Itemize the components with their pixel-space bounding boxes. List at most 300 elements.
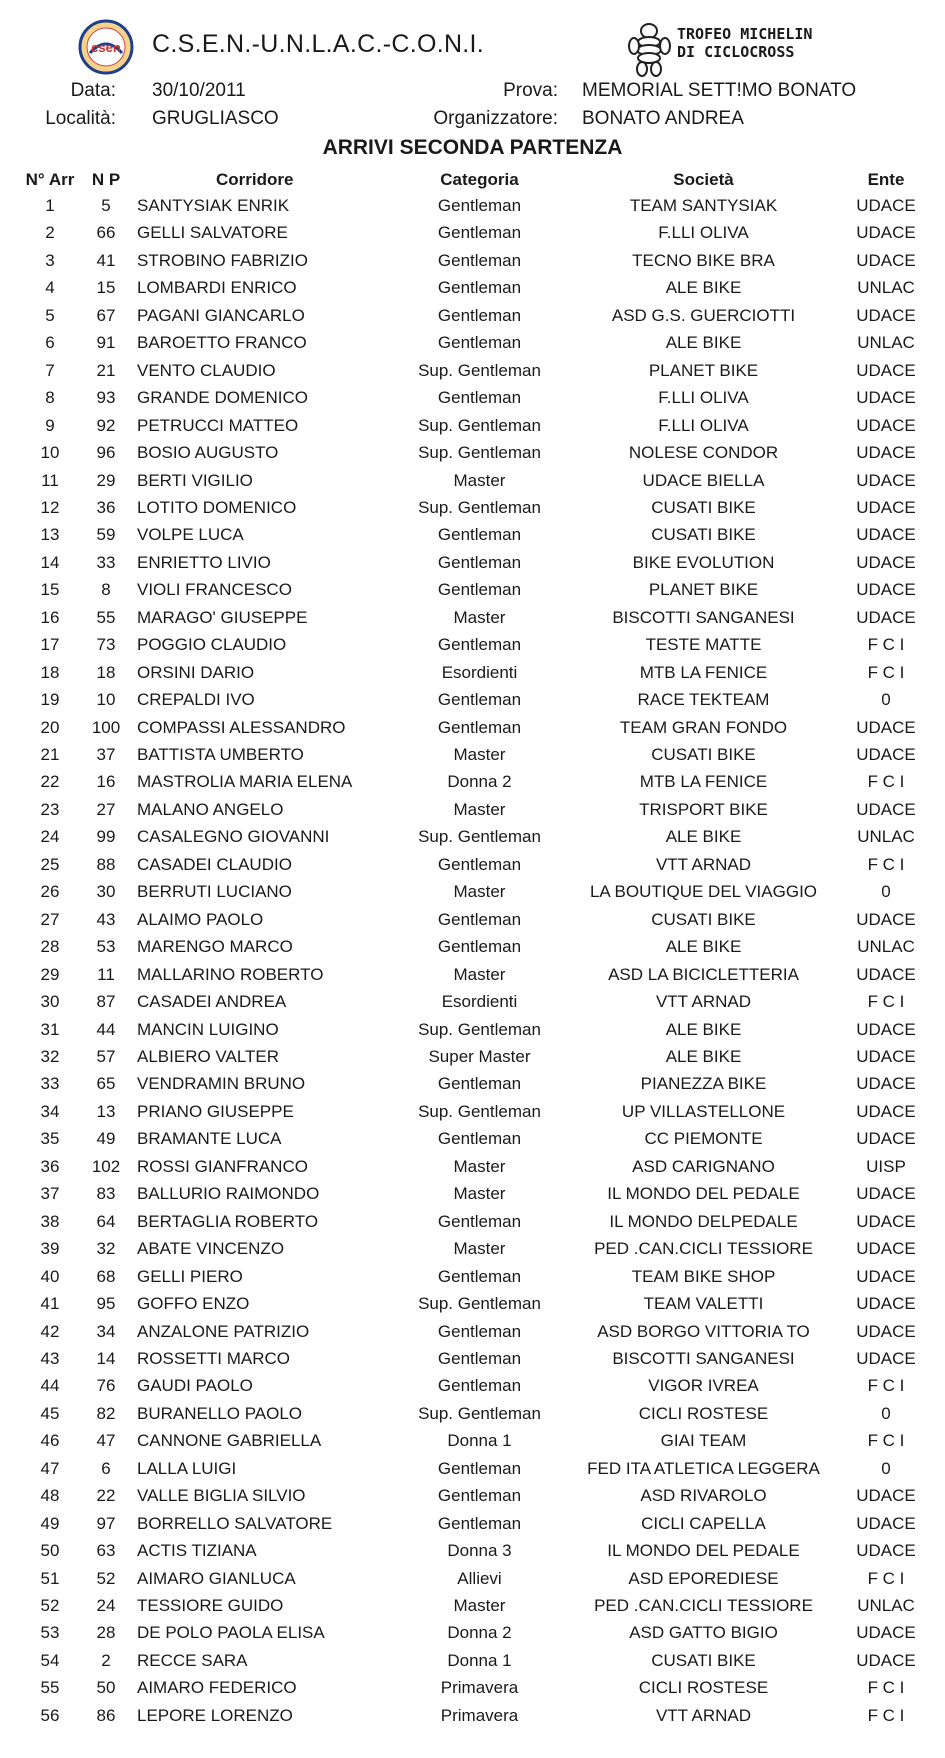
federation: UDACE [856, 717, 916, 737]
arrival-number: 56 [40, 1705, 60, 1725]
bib-number: 87 [96, 992, 116, 1011]
bib-number: 68 [96, 1266, 116, 1286]
rider-name: AIMARO GIANLUCA [137, 1568, 296, 1588]
table-row [0, 578, 945, 605]
bib-number: 10 [96, 690, 116, 710]
rider-name: BALLURIO RAIMONDO [137, 1184, 320, 1204]
category: Gentleman [437, 1321, 522, 1341]
federation: UDACE [856, 1129, 916, 1149]
rider-name: COMPASSI ALESSANDRO [137, 717, 346, 737]
team: ASD GATTO BIGIO [629, 1623, 778, 1643]
arrival-number: 30 [40, 992, 60, 1011]
category: Gentleman [437, 552, 522, 572]
bib-number: 102 [91, 1156, 121, 1176]
category: Gentleman [437, 333, 522, 353]
bib-number: 29 [96, 470, 116, 490]
arrival-number: 40 [40, 1266, 60, 1286]
category: Donna 2 [447, 772, 512, 792]
arrival-number: 35 [40, 1129, 60, 1149]
col-header-ente: Ente [867, 170, 905, 189]
rider-name: VENTO CLAUDIO [137, 360, 276, 380]
data-value: 30/10/2011 [152, 80, 246, 101]
federation: F C I [867, 1705, 905, 1725]
arrival-number: 17 [40, 635, 60, 655]
arrival-number: 18 [40, 662, 60, 682]
category: Gentleman [437, 1458, 522, 1478]
rider-name: BOSIO AUGUSTO [137, 443, 279, 462]
team: VIGOR IVREA [648, 1376, 759, 1396]
federation: UDACE [856, 909, 916, 929]
arrival-number: 10 [40, 443, 60, 462]
team: ALE BIKE [665, 333, 742, 353]
bib-number: 43 [96, 909, 116, 929]
bib-number: 37 [96, 745, 116, 764]
category: Master [453, 1156, 506, 1176]
federation: UDACE [856, 607, 916, 627]
arrival-number: 2 [45, 223, 55, 243]
team: ASD CARIGNANO [632, 1156, 775, 1176]
federation: UDACE [856, 964, 916, 984]
rider-name: MARAGO' GIUSEPPE [137, 607, 308, 627]
trofeo-title [677, 25, 812, 61]
team: PLANET BIKE [648, 580, 759, 600]
rider-name: DE POLO PAOLA ELISA [137, 1623, 325, 1643]
bib-number: 76 [96, 1376, 116, 1396]
team: MTB LA FENICE [639, 772, 768, 792]
bib-number: 18 [96, 662, 116, 682]
arrival-number: 20 [40, 717, 60, 737]
category: Sup. Gentleman [418, 1101, 541, 1121]
federation: UNLAC [857, 278, 915, 298]
category: Sup. Gentleman [418, 827, 541, 847]
rider-name: ROSSI GIANFRANCO [137, 1156, 308, 1176]
bib-number: 2 [101, 1650, 111, 1670]
bib-number: 52 [96, 1568, 116, 1588]
rider-name: BRAMANTE LUCA [137, 1129, 282, 1149]
federation: UNLAC [857, 827, 915, 847]
team: ALE BIKE [665, 827, 742, 847]
arrival-number: 5 [45, 305, 55, 325]
team: CICLI CAPELLA [641, 1513, 766, 1533]
arrival-number: 53 [40, 1623, 60, 1643]
trofeo-line-2: DI CICLOCROSS [677, 43, 795, 61]
table-row [0, 606, 945, 633]
table-row [0, 276, 945, 303]
arrival-number: 44 [40, 1376, 60, 1396]
table-row [0, 469, 945, 496]
category: Gentleman [437, 278, 522, 298]
rider-name: BATTISTA UMBERTO [137, 745, 304, 764]
bib-number: 92 [96, 415, 116, 435]
federation: 0 [881, 882, 891, 902]
rider-name: TESSIORE GUIDO [137, 1596, 284, 1615]
team: PIANEZZA BIKE [640, 1074, 767, 1094]
table-row [0, 386, 945, 413]
team: VTT ARNAD [655, 992, 752, 1011]
category: Allievi [457, 1568, 502, 1588]
table-row [0, 359, 945, 386]
federation: F C I [867, 635, 905, 655]
bib-number: 6 [101, 1458, 111, 1478]
arrival-number: 47 [40, 1458, 60, 1478]
rider-name: VOLPE LUCA [137, 525, 244, 545]
table-row [0, 304, 945, 331]
federation: UDACE [856, 196, 916, 215]
arrival-number: 55 [40, 1678, 60, 1698]
team: TEAM SANTYSIAK [629, 196, 778, 215]
rider-name: LALLA LUIGI [137, 1458, 237, 1478]
table-row [0, 441, 945, 468]
table-row [0, 1484, 945, 1511]
federation: UDACE [856, 470, 916, 490]
category: Donna 3 [447, 1541, 512, 1560]
bib-number: 24 [96, 1596, 116, 1615]
rider-name: PETRUCCI MATTEO [137, 415, 299, 435]
rider-name: SANTYSIAK ENRIK [137, 196, 290, 215]
rider-name: BERTI VIGILIO [137, 470, 253, 490]
federation: UDACE [856, 1266, 916, 1286]
table-row [0, 1210, 945, 1237]
col-header-np: N P [91, 170, 121, 189]
bib-number: 64 [96, 1211, 116, 1231]
localita-label: Località: [45, 108, 116, 129]
rider-name: MALANO ANGELO [137, 799, 284, 819]
arrival-number: 54 [40, 1650, 60, 1670]
table-row [0, 1457, 945, 1484]
category: Super Master [428, 1046, 531, 1066]
federation: UDACE [856, 1211, 916, 1231]
category: Master [453, 1184, 506, 1204]
bib-number: 41 [96, 250, 116, 270]
category: Donna 2 [447, 1623, 512, 1643]
federation: UDACE [856, 1294, 916, 1313]
arrival-number: 15 [40, 580, 60, 600]
bib-number: 13 [96, 1101, 116, 1121]
arrival-number: 27 [40, 909, 60, 929]
team: PLANET BIKE [648, 360, 759, 380]
rider-name: GAUDI PAOLO [137, 1376, 253, 1396]
rider-name: MASTROLIA MARIA ELENA [137, 772, 353, 792]
category: Gentleman [437, 580, 522, 600]
table-row [0, 1512, 945, 1539]
team: ASD RIVAROLO [640, 1486, 767, 1506]
table-row [0, 1237, 945, 1264]
table-row [0, 1374, 945, 1401]
team: TRISPORT BIKE [639, 799, 768, 819]
federation: UDACE [856, 745, 916, 764]
federation: UDACE [856, 525, 916, 545]
category: Gentleman [437, 909, 522, 929]
table-row [0, 743, 945, 770]
rider-name: ABATE VINCENZO [137, 1239, 285, 1259]
rider-name: ROSSETTI MARCO [137, 1348, 291, 1368]
arrival-number: 22 [40, 772, 60, 792]
rider-name: BAROETTO FRANCO [137, 333, 307, 353]
col-header-arr: N° Arr [25, 170, 75, 189]
arrival-number: 12 [40, 497, 60, 517]
table-row [0, 249, 945, 276]
federation: UDACE [856, 1019, 916, 1039]
category: Sup. Gentleman [418, 497, 541, 517]
arrival-number: 29 [40, 964, 60, 984]
category: Primavera [440, 1705, 519, 1725]
arrival-number: 19 [40, 690, 60, 710]
arrival-number: 8 [45, 388, 55, 408]
federation: F C I [867, 1568, 905, 1588]
bib-number: 14 [96, 1348, 116, 1368]
rider-name: BERRUTI LUCIANO [137, 882, 292, 902]
rider-name: POGGIO CLAUDIO [137, 635, 287, 655]
bib-number: 99 [96, 827, 116, 847]
federation: UDACE [856, 552, 916, 572]
federation: F C I [867, 1678, 905, 1698]
federation: UDACE [856, 415, 916, 435]
arrival-number: 36 [40, 1156, 60, 1176]
team: PED .CAN.CICLI TESSIORE [594, 1239, 813, 1259]
category: Gentleman [437, 1348, 522, 1368]
category: Master [453, 964, 506, 984]
rider-name: LOMBARDI ENRICO [137, 278, 297, 298]
table-row [0, 1100, 945, 1127]
category: Esordienti [441, 662, 518, 682]
federation: UDACE [856, 1321, 916, 1341]
category: Gentleman [437, 525, 522, 545]
federation: UDACE [856, 1650, 916, 1670]
bib-number: 97 [96, 1513, 116, 1533]
organizzatore-value: BONATO ANDREA [582, 108, 744, 129]
bib-number: 11 [97, 964, 115, 984]
bib-number: 27 [96, 799, 116, 819]
bib-number: 91 [96, 333, 116, 353]
table-row [0, 1072, 945, 1099]
table-row [0, 716, 945, 743]
arrival-number: 16 [40, 607, 60, 627]
rider-name: ENRIETTO LIVIO [137, 552, 271, 572]
arrival-number: 25 [40, 854, 60, 874]
team: LA BOUTIQUE DEL VIAGGIO [589, 882, 818, 902]
arrival-number: 51 [40, 1568, 60, 1588]
table-row [0, 194, 945, 221]
team: BISCOTTI SANGANESI [612, 607, 795, 627]
team: VTT ARNAD [655, 854, 752, 874]
bib-number: 53 [96, 937, 116, 957]
bib-number: 55 [96, 607, 116, 627]
category: Master [453, 1239, 506, 1259]
federation: F C I [867, 662, 905, 682]
arrival-number: 49 [40, 1513, 60, 1533]
category: Gentleman [437, 250, 522, 270]
table-row [0, 688, 945, 715]
arrival-number: 52 [40, 1596, 60, 1615]
team: BIKE EVOLUTION [632, 552, 775, 572]
team: CUSATI BIKE [651, 1650, 756, 1670]
team: VTT ARNAD [655, 1705, 752, 1725]
arrival-number: 26 [40, 882, 60, 902]
federation: F C I [867, 1431, 905, 1451]
rider-name: VIOLI FRANCESCO [137, 580, 292, 600]
arrival-number: 34 [40, 1101, 60, 1121]
rider-name: ACTIS TIZIANA [137, 1541, 257, 1560]
arrival-number: 39 [40, 1239, 60, 1259]
category: Gentleman [437, 196, 522, 215]
team: F.LLI OLIVA [658, 223, 749, 243]
rider-name: CASADEI ANDREA [137, 992, 287, 1011]
team: TECNO BIKE BRA [632, 250, 775, 270]
table-row [0, 1182, 945, 1209]
bib-number: 49 [96, 1129, 116, 1149]
bib-number: 66 [96, 223, 116, 243]
team: TEAM VALETTI [643, 1294, 764, 1313]
table-row [0, 1594, 945, 1621]
bib-number: 82 [96, 1403, 116, 1423]
team: CUSATI BIKE [651, 745, 756, 764]
team: ALE BIKE [665, 937, 742, 957]
rider-name: STROBINO FABRIZIO [137, 250, 308, 270]
rider-name: LOTITO DOMENICO [137, 497, 297, 517]
col-header-categoria: Categoria [440, 170, 519, 189]
arrival-number: 46 [40, 1431, 60, 1451]
federation: UDACE [856, 250, 916, 270]
team: ASD G.S. GUERCIOTTI [611, 305, 796, 325]
bib-number: 34 [96, 1321, 116, 1341]
bib-number: 100 [91, 717, 121, 737]
team: ASD BORGO VITTORIA TO [597, 1321, 810, 1341]
rider-name: PAGANI GIANCARLO [137, 305, 305, 325]
rider-name: ALAIMO PAOLO [137, 909, 264, 929]
team: UP VILLASTELLONE [621, 1101, 786, 1121]
arrival-number: 33 [40, 1074, 60, 1094]
federation: UDACE [856, 1348, 916, 1368]
arrival-number: 14 [40, 552, 60, 572]
table-row [0, 1429, 945, 1456]
arrival-number: 43 [40, 1348, 60, 1368]
team: NOLESE CONDOR [628, 443, 779, 462]
rider-name: LEPORE LORENZO [137, 1705, 293, 1725]
rider-name: MARENGO MARCO [137, 937, 293, 957]
data-label: Data: [70, 80, 116, 101]
federation: UDACE [856, 799, 916, 819]
csen-logo [78, 19, 134, 75]
table-row [0, 880, 945, 907]
federation: UDACE [856, 1046, 916, 1066]
rider-name: RECCE SARA [137, 1650, 248, 1670]
federation: UDACE [856, 223, 916, 243]
bib-number: 63 [96, 1541, 116, 1560]
table-row [0, 1402, 945, 1429]
bib-number: 8 [101, 580, 111, 600]
bib-number: 15 [96, 278, 116, 298]
rider-name: BURANELLO PAOLO [137, 1403, 303, 1423]
federation: UDACE [856, 1623, 916, 1643]
bib-number: 16 [96, 772, 116, 792]
table-row [0, 1347, 945, 1374]
federation: UDACE [856, 1074, 916, 1094]
table-row [0, 1155, 945, 1182]
table-row [0, 935, 945, 962]
federation: 0 [881, 1403, 891, 1423]
category: Gentleman [437, 305, 522, 325]
federation: UDACE [856, 360, 916, 380]
bib-number: 33 [96, 552, 116, 572]
category: Gentleman [437, 1074, 522, 1094]
team: CUSATI BIKE [651, 525, 756, 545]
federation: UDACE [856, 388, 916, 408]
bib-number: 21 [96, 360, 116, 380]
table-row [0, 1265, 945, 1292]
team: IL MONDO DEL PEDALE [607, 1541, 800, 1560]
table-row [0, 633, 945, 660]
table-row [0, 414, 945, 441]
prova-label: Prova: [503, 80, 558, 101]
category: Gentleman [437, 1211, 522, 1231]
table-row [0, 853, 945, 880]
team: F.LLI OLIVA [658, 415, 749, 435]
category: Gentleman [437, 854, 522, 874]
table-row [0, 963, 945, 990]
team: ASD LA BICICLETTERIA [608, 964, 799, 984]
team: CUSATI BIKE [651, 909, 756, 929]
team: MTB LA FENICE [639, 662, 768, 682]
federation: UDACE [856, 1184, 916, 1204]
table-row [0, 1045, 945, 1072]
team: FED ITA ATLETICA LEGGERA [587, 1458, 820, 1478]
federation: UDACE [856, 1101, 916, 1121]
rider-name: VALLE BIGLIA SILVIO [137, 1486, 306, 1506]
federation: 0 [881, 1458, 891, 1478]
rider-name: CASALEGNO GIOVANNI [137, 827, 330, 847]
rider-name: ALBIERO VALTER [137, 1046, 280, 1066]
rider-name: MALLARINO ROBERTO [137, 964, 324, 984]
category: Primavera [440, 1678, 519, 1698]
category: Sup. Gentleman [418, 1403, 541, 1423]
table-row [0, 221, 945, 248]
category: Gentleman [437, 717, 522, 737]
category: Gentleman [437, 1486, 522, 1506]
category: Master [453, 470, 506, 490]
arrival-number: 38 [40, 1211, 60, 1231]
category: Master [453, 1596, 506, 1615]
trofeo-line-1: TROFEO MICHELIN [677, 25, 813, 43]
rider-name: ORSINI DARIO [137, 662, 255, 682]
arrival-number: 28 [40, 937, 60, 957]
federation: UISP [866, 1156, 906, 1176]
team: TEAM BIKE SHOP [631, 1266, 776, 1286]
category: Sup. Gentleman [418, 443, 541, 462]
table-row [0, 1292, 945, 1319]
team: IL MONDO DEL PEDALE [607, 1184, 800, 1204]
bib-number: 44 [96, 1019, 116, 1039]
team: CICLI ROSTESE [638, 1678, 769, 1698]
bib-number: 36 [96, 497, 116, 517]
category: Sup. Gentleman [418, 1294, 541, 1313]
col-header-corridore: Corridore [216, 170, 294, 189]
section-title: ARRIVI SECONDA PARTENZA [322, 136, 623, 159]
federation: UDACE [856, 1239, 916, 1259]
category: Gentleman [437, 1129, 522, 1149]
arrival-number: 13 [40, 525, 60, 545]
arrival-number: 4 [45, 278, 55, 298]
federation: UDACE [856, 443, 916, 462]
arrival-number: 31 [40, 1019, 60, 1039]
arrival-number: 23 [40, 799, 60, 819]
federation: UDACE [856, 1486, 916, 1506]
bib-number: 83 [96, 1184, 116, 1204]
team: GIAI TEAM [660, 1431, 747, 1451]
bib-number: 95 [96, 1294, 116, 1313]
federation: F C I [867, 772, 905, 792]
category: Master [453, 607, 506, 627]
team: BISCOTTI SANGANESI [612, 1348, 795, 1368]
